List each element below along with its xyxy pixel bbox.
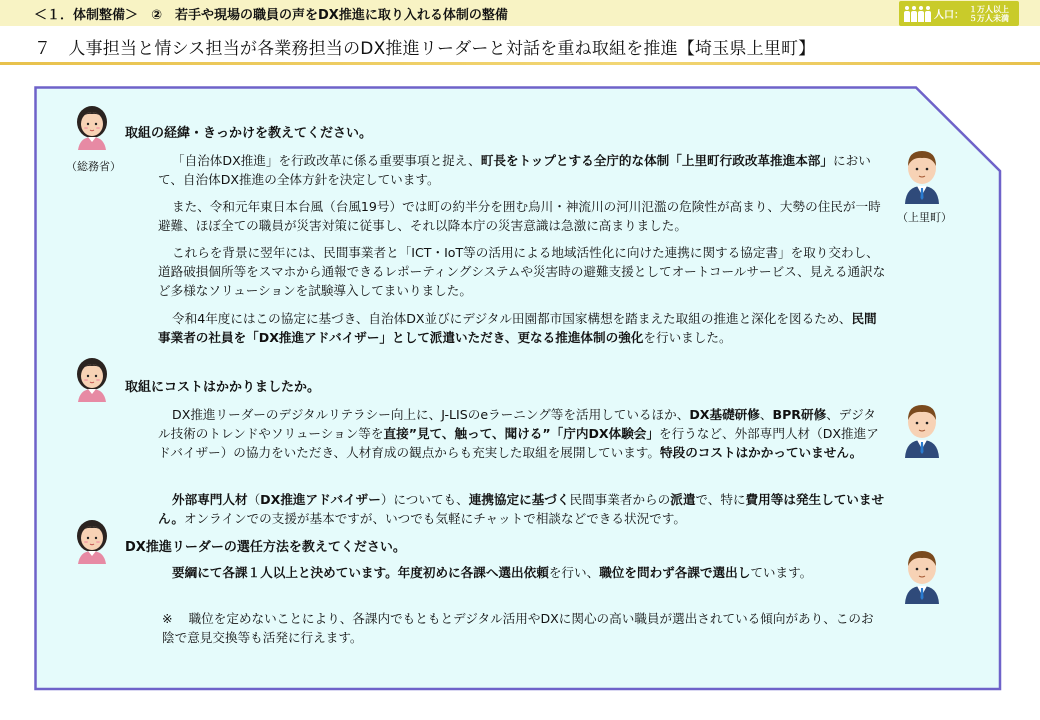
page-title: ７ 人事担当と情シス担当が各業務担当のDX推進リーダーと対話を重ね取組を推進【埼玉県上里町】 — [34, 39, 816, 59]
ministry-label: （総務省） — [66, 160, 121, 173]
emphasis-text: 特段のコストはかかっていません。 — [660, 445, 863, 460]
town-staff-avatar-icon — [900, 402, 944, 458]
body-text: ）についても、 — [380, 492, 469, 507]
body-text: ています。 — [750, 565, 813, 580]
body-text: 、 — [759, 407, 773, 422]
town-staff-avatar-icon — [900, 148, 944, 204]
emphasis-text: 民間事業者の社員を「DX推進アドバイザー」として派遣いただき、更なる推進体制の強化 — [158, 311, 877, 345]
body-text: オンラインでの支援が基本ですが、いつでも気軽にチャットで相談などできる状況です。 — [183, 511, 686, 526]
question-3: DX推進リーダーの選任方法を教えてください。 — [125, 540, 406, 555]
people-icon — [904, 6, 931, 22]
note-mark: ※ — [162, 611, 173, 626]
emphasis-text: 外部専門人材 — [172, 492, 248, 507]
title-underline — [0, 62, 1040, 65]
question-2: 取組にコストはかかりましたか。 — [125, 380, 321, 395]
body-text: を行うなど、外部専門人材（DX推進アドバイザー）の協力をいただき、人材育成の観点からも充実した取組を展開しています。 — [158, 426, 879, 460]
ministry-staff-avatar-icon — [72, 104, 112, 150]
answer-paragraph — [158, 309, 888, 347]
town-staff-avatar-icon — [900, 548, 944, 604]
population-label: 人口： — [934, 10, 964, 21]
body-text: 令和4年度にはこの協定に基づき、自治体DX並びにデジタル田園都市国家構想を踏まえた取組の推進と深化を図るため、 — [172, 311, 852, 326]
answer-paragraph — [158, 243, 888, 300]
body-text: また、令和元年東日本台風（台風19号）では町の約半分を囲む烏川・神流川の河川氾濫の危険性が高まり、大勢の住民が一時避難、ほぼ全ての職員が災害対策に従事し、それ以降本庁の災害意識は急激に高まりました。 — [158, 199, 881, 233]
ministry-staff-avatar-icon — [72, 518, 112, 564]
emphasis-text: DX推進アドバイザー — [260, 492, 381, 507]
body-text: 、デジタル技術のトレンドやソリューション等を — [158, 407, 876, 441]
question-1: 取組の経緯・きっかけを教えてください。 — [125, 126, 373, 141]
emphasis-text: BPR研修 — [772, 407, 827, 422]
emphasis-text: DX基礎研修 — [689, 407, 760, 422]
note-text: 職位を定めないことにより、各課内でもともとデジタル活用やDXに関心の高い職員が選出されている傾向があり、このお陰で意見交換等も活発に行えます。 — [162, 611, 874, 645]
section-title: ＜１．体制整備＞ ② 若手や現場の職員の声をDX推進に取り入れる体制の整備 — [34, 8, 508, 23]
answer-paragraph — [158, 197, 888, 235]
body-text: において、自治体DX推進の全体方針を決定しています。 — [158, 153, 871, 187]
body-text: を行い、 — [548, 565, 600, 580]
answer-paragraph — [158, 151, 888, 189]
emphasis-text: 直接”見て、触って、聞ける”「庁内DX体験会」 — [383, 426, 659, 441]
body-text: DX推進リーダーのデジタルリテラシー向上に、J-LISのeラーニング等を活用しているほか、 — [172, 407, 690, 422]
emphasis-text: 費用等は発生していません。 — [158, 492, 885, 526]
emphasis-text: 職位を問わず各課で選出し — [599, 565, 751, 580]
emphasis-text: 要綱にて各課１人以上と決めています。年度初めに各課へ選出依頼 — [172, 565, 549, 580]
ministry-staff-avatar-icon — [72, 356, 112, 402]
body-text: で、特に — [695, 492, 746, 507]
emphasis-text: 町長をトップとする全庁的な体制「上里町行政改革推進本部」 — [480, 153, 833, 168]
body-text: 民間事業者からの — [569, 492, 671, 507]
answer-paragraph — [158, 405, 888, 462]
answer-paragraph — [158, 490, 888, 528]
town-label: （上里町） — [897, 211, 952, 224]
answer-paragraph — [158, 563, 888, 582]
emphasis-text: 派遣 — [670, 492, 696, 507]
body-text: （ — [247, 492, 261, 507]
emphasis-text: 連携協定に基づく — [468, 492, 570, 507]
population-range: １万人以上 ５万人未満 — [969, 4, 1009, 23]
population-badge — [899, 1, 1019, 26]
body-text: を行いました。 — [643, 330, 732, 345]
body-text: これらを背景に翌年には、民間事業者と「ICT・IoT等の活用による地域活性化に向けた連携に関する協定書」を取り交わし、道路破損個所等をスマホから通報できるレポーティングシステムや災害時の避難支援としてオートコールサービス、見える通訳など多様なソリューションを試験導入してまいりました。 — [158, 245, 886, 298]
body-text: 「自治体DX推進」を行政改革に係る重要事項と捉え、 — [172, 153, 481, 168]
note — [162, 609, 882, 647]
